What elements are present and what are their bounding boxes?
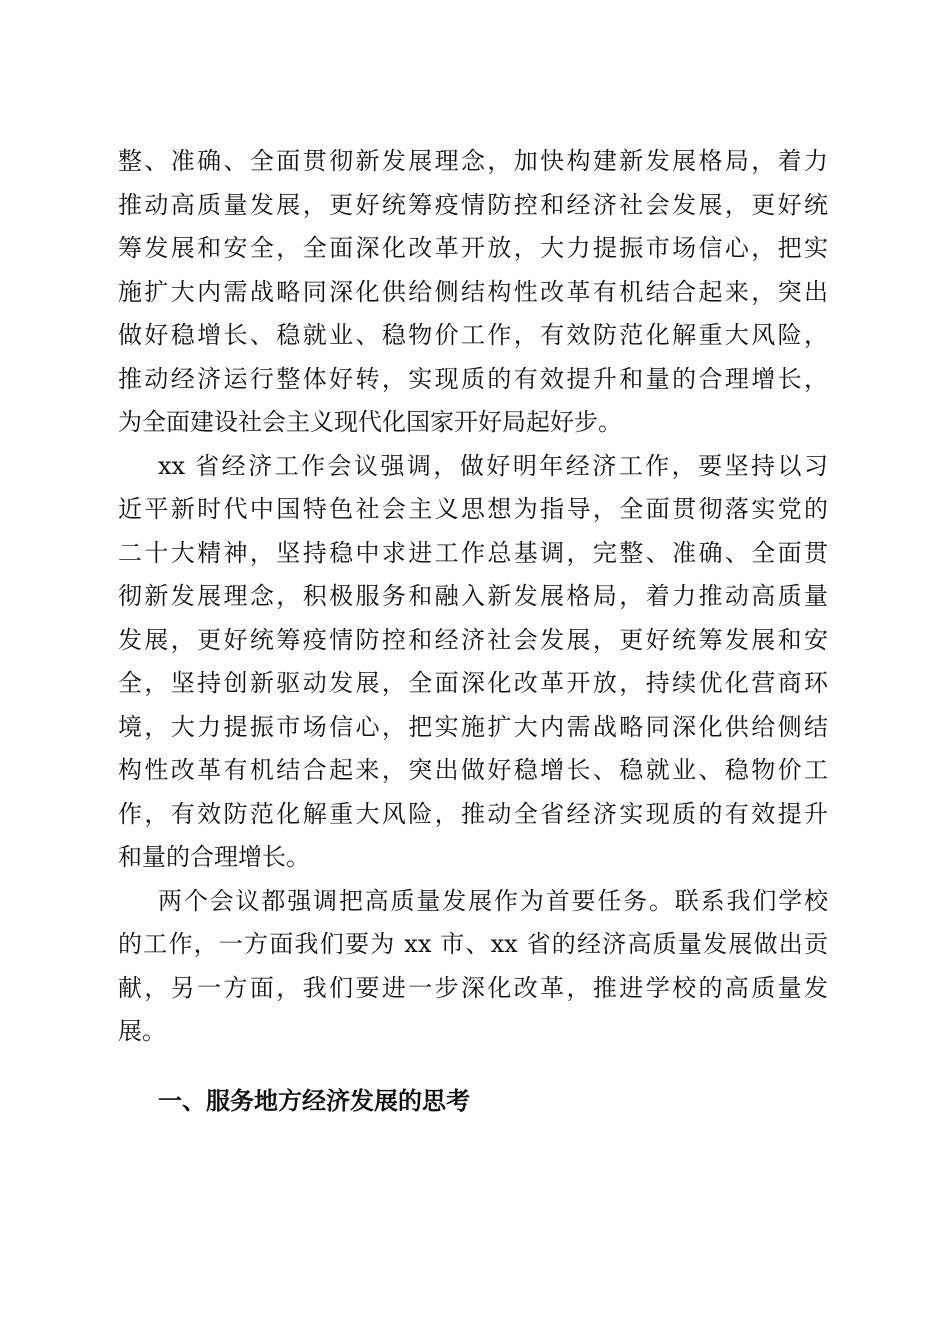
text-line: 两个会议都强调把高质量发展作为首要任务。联系我们学校 bbox=[158, 886, 828, 915]
text-line: 发展，更好统筹疫情防控和经济社会发展，更好统筹发展和安 bbox=[118, 625, 828, 654]
text-line: 整、准确、全面贯彻新发展理念，加快构建新发展格局，着力 bbox=[118, 147, 828, 175]
text-line: 境，大力提振市场信心，把实施扩大内需战略同深化供给侧结 bbox=[118, 712, 828, 741]
text-line: 的工作，一方面我们要为 xx 市、xx 省的经济高质量发展做出贡 bbox=[118, 930, 828, 958]
text-line: 近平新时代中国特色社会主义思想为指导，全面贯彻落实党的 bbox=[118, 495, 828, 523]
text-line: 献，另一方面，我们要进一步深化改革，推进学校的高质量发 bbox=[118, 973, 828, 1002]
section-heading: 一、服务地方经济发展的思考 bbox=[158, 1087, 470, 1115]
text-line: 展。 bbox=[118, 1017, 166, 1045]
text-line: 推动经济运行整体好转，实现质的有效提升和量的合理增长， bbox=[118, 364, 828, 393]
text-line: 作，有效防范化解重大风险，推动全省经济实现质的有效提升 bbox=[118, 799, 828, 828]
text-line: 做好稳增长、稳就业、稳物价工作，有效防范化解重大风险， bbox=[118, 321, 828, 349]
text-line: xx 省经济工作会议强调，做好明年经济工作，要坚持以习 bbox=[158, 451, 828, 480]
text-line: 为全面建设社会主义现代化国家开好局起好步。 bbox=[118, 408, 622, 436]
text-line: 推动高质量发展，更好统筹疫情防控和经济社会发展，更好统 bbox=[118, 190, 828, 219]
body-text bbox=[118, 140, 828, 1054]
text-line: 二十大精神，坚持稳中求进工作总基调，完整、准确、全面贯 bbox=[118, 538, 828, 567]
text-line: 筹发展和安全，全面深化改革开放，大力提振市场信心，把实 bbox=[118, 234, 828, 262]
text-line: 彻新发展理念，积极服务和融入新发展格局，着力推动高质量 bbox=[118, 582, 828, 610]
text-line: 和量的合理增长。 bbox=[118, 843, 310, 871]
text-line: 构性改革有机结合起来，突出做好稳增长、稳就业、稳物价工 bbox=[118, 756, 828, 784]
text-line: 全，坚持创新驱动发展，全面深化改革开放，持续优化营商环 bbox=[118, 669, 828, 697]
text-line: 施扩大内需战略同深化供给侧结构性改革有机结合起来，突出 bbox=[118, 277, 828, 306]
